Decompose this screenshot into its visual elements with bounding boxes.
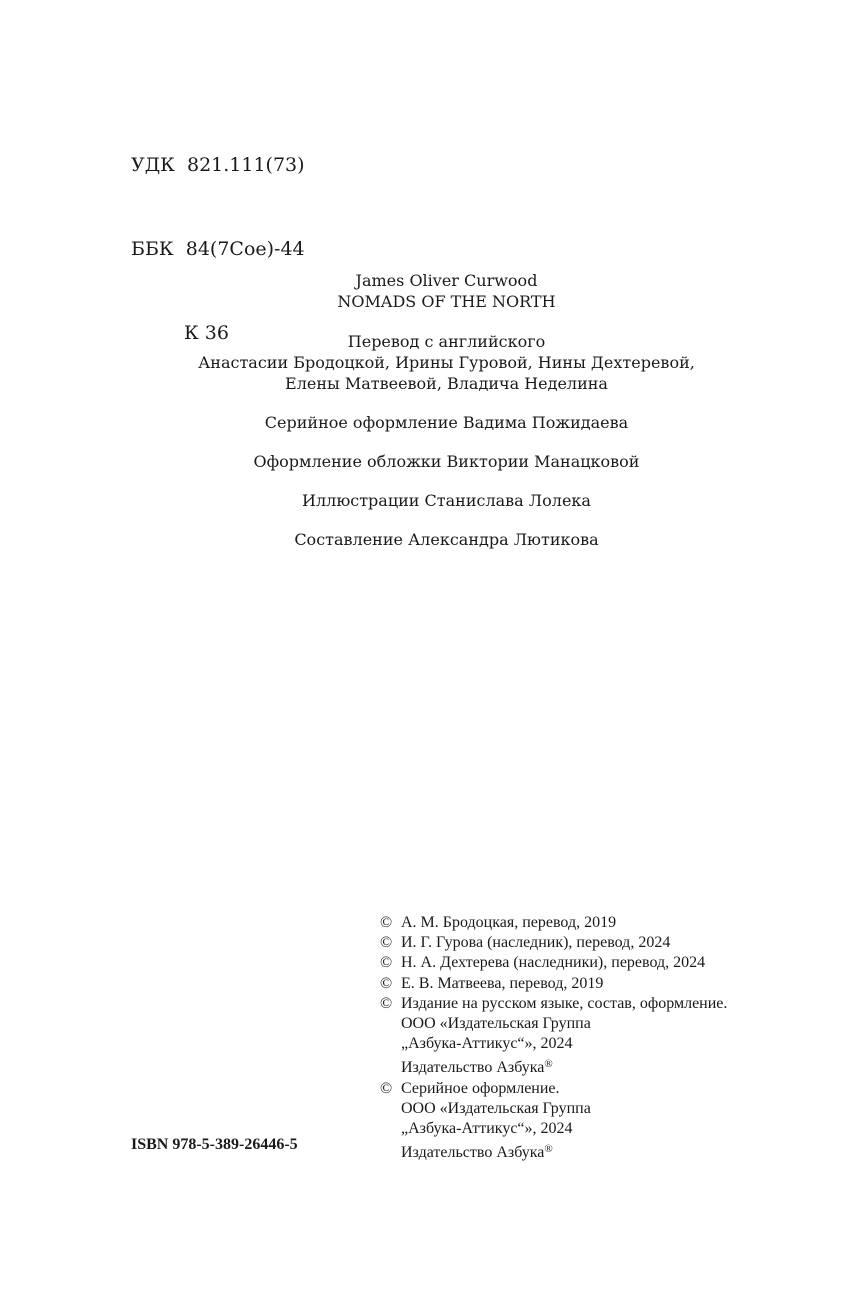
copyright-text: Е. В. Матвеева, перевод, 2019 — [401, 974, 604, 992]
copyright-symbol: © — [380, 954, 393, 972]
copyright-text: Издательство Азбука — [401, 1144, 545, 1162]
copyright-entry — [380, 913, 727, 933]
copyright-text: Издание на русском языке, состав, оформление. — [401, 994, 728, 1012]
registered-mark: ® — [544, 1143, 553, 1156]
copyright-text: „Азбука-Аттикус“», 2024 — [401, 1120, 573, 1138]
copyright-line — [380, 1079, 727, 1099]
copyright-text: ООО «Издательская Группа — [401, 1015, 591, 1033]
copyright-text: „Азбука-Аттикус“», 2024 — [401, 1035, 573, 1053]
udk-value: 821.111(73) — [186, 154, 305, 176]
copyright-entry — [380, 1079, 727, 1164]
copyright-text: А. М. Бродоцкая, перевод, 2019 — [401, 914, 617, 931]
copyright-entry — [380, 994, 727, 1079]
copyright-symbol: © — [380, 974, 393, 992]
copyright-text: И. Г. Гурова (наследник), перевод, 2024 — [401, 934, 671, 952]
copyright-line — [380, 994, 727, 1014]
copyright-line — [380, 1119, 727, 1139]
translators-line-1: Анастасии Бродоцкой, Ирины Гуровой, Нины Дехтеревой, — [198, 353, 695, 372]
bbk-value: 84(7Сое)-44 — [185, 238, 305, 260]
author-mark: К 36 — [184, 322, 229, 344]
copyright-entry — [380, 933, 727, 953]
bbk-label: ББК — [131, 238, 174, 260]
copyright-line — [380, 913, 727, 933]
copyright-text: Издательство Азбука — [401, 1059, 545, 1077]
translation-heading: Перевод с английского — [347, 332, 546, 351]
copyright-line — [380, 1014, 727, 1034]
copyright-block — [380, 913, 727, 1163]
original-author: James Oliver Curwood — [355, 271, 538, 290]
translators-line-2: Елены Матвеевой, Владича Неделина — [285, 374, 608, 393]
registered-mark: ® — [544, 1058, 553, 1071]
copyright-entry — [380, 974, 727, 994]
copyright-line — [380, 933, 727, 953]
copyright-symbol: © — [380, 934, 393, 952]
illustrations-credit: Иллюстрации Станислава Лолека — [302, 491, 591, 510]
copyright-line — [380, 974, 727, 994]
credits-block — [0, 270, 856, 550]
bbk-row — [131, 235, 305, 263]
isbn: ISBN 978-5-389-26446-5 — [131, 1136, 298, 1153]
copyright-line — [380, 1099, 727, 1119]
copyright-line — [380, 953, 727, 973]
copyright-text: Н. А. Дехтерева (наследники), перевод, 2024 — [401, 954, 706, 972]
compilation-credit: Составление Александра Лютикова — [294, 530, 599, 549]
copyright-entry — [380, 953, 727, 973]
cover-design-credit: Оформление обложки Виктории Манацковой — [253, 452, 640, 471]
copyright-symbol: © — [380, 994, 393, 1012]
copyright-symbol: © — [380, 1079, 393, 1097]
copyright-text: ООО «Издательская Группа — [401, 1099, 591, 1117]
copyright-symbol: © — [380, 914, 393, 931]
original-title: NOMADS OF THE NORTH — [337, 292, 556, 311]
series-design-credit: Серийное оформление Вадима Пожидаева — [264, 413, 629, 432]
udk-row — [131, 151, 305, 179]
copyright-line — [380, 1034, 727, 1054]
copyright-line — [380, 1139, 727, 1163]
copyright-text: Серийное оформление. — [401, 1079, 560, 1097]
udk-label: УДК — [131, 154, 175, 176]
copyright-line — [380, 1054, 727, 1078]
